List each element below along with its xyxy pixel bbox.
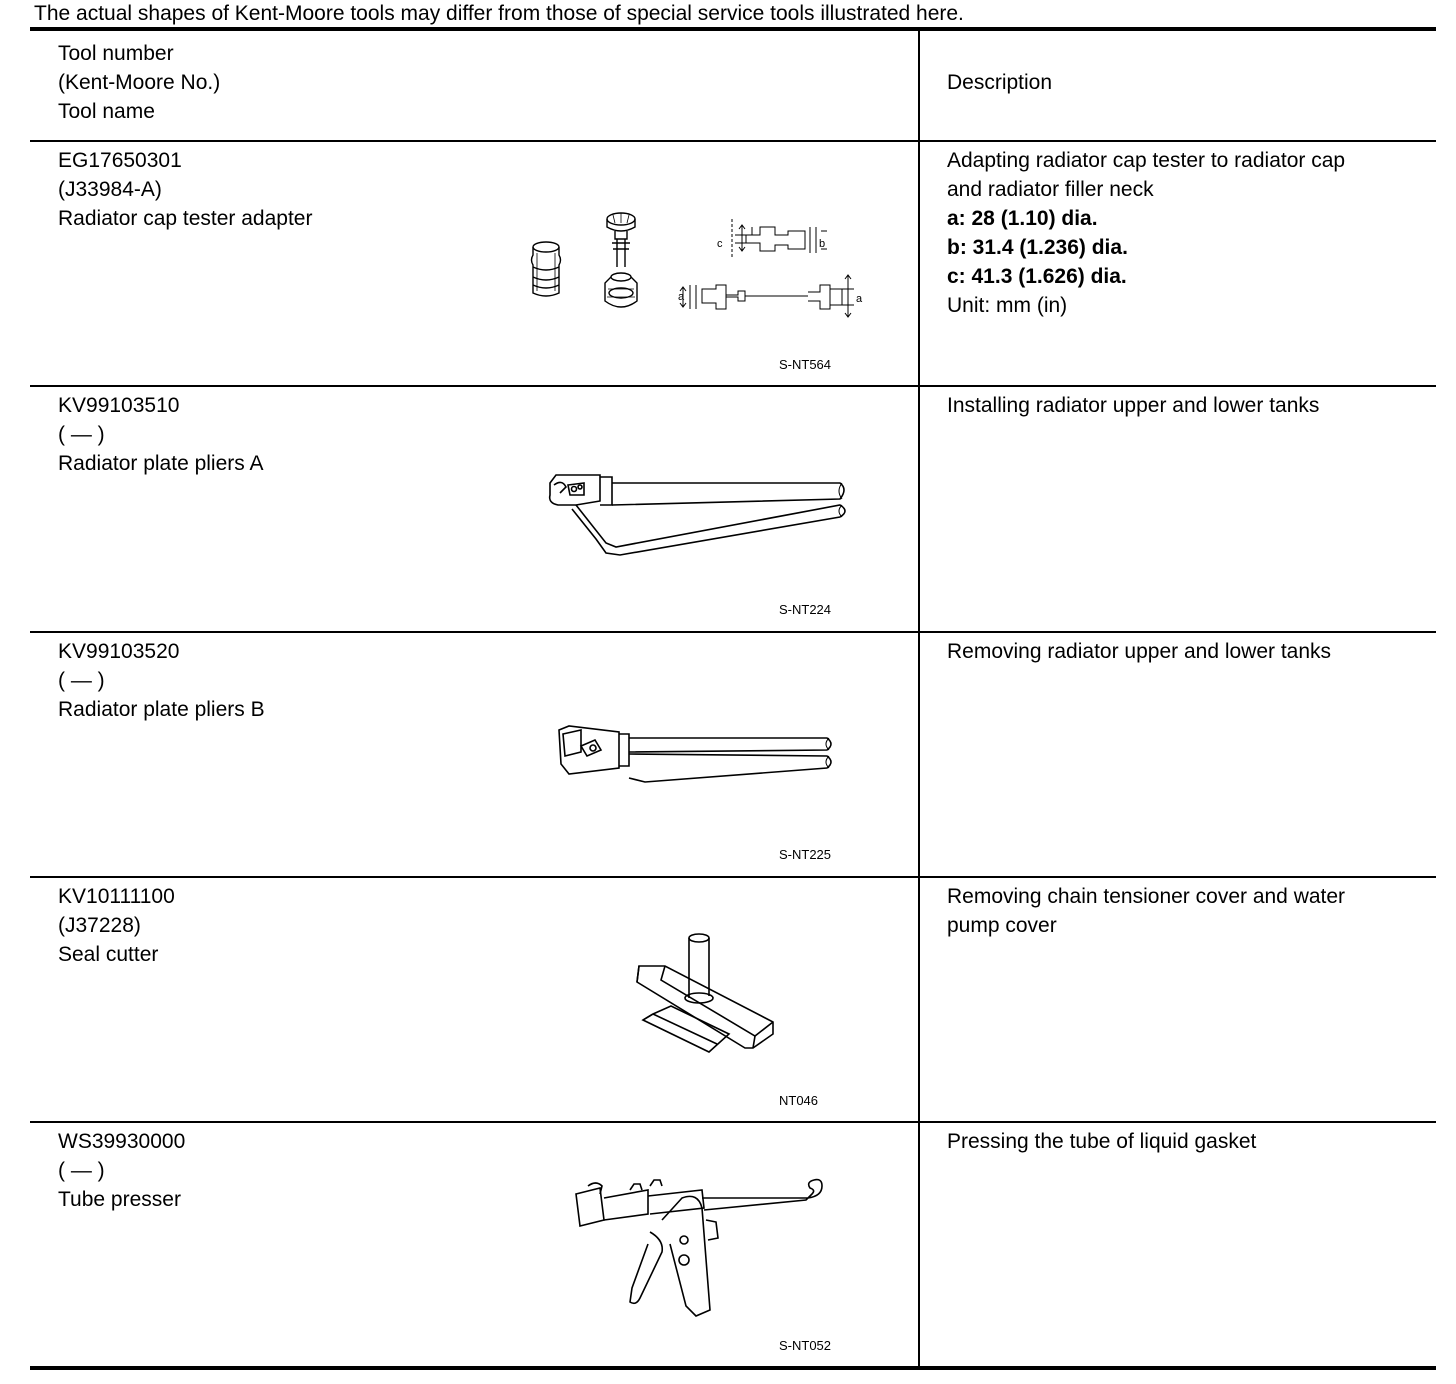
image-code: S-NT225 <box>779 847 832 862</box>
tool-name: Radiator plate pliers A <box>58 452 264 475</box>
row-divider <box>30 631 1436 633</box>
description-line: and radiator filler neck <box>947 178 1154 201</box>
image-code: S-NT224 <box>779 602 832 617</box>
radiator-plate-pliers-a-illustration <box>540 465 860 565</box>
radiator-plate-pliers-b-illustration <box>555 720 845 790</box>
radiator-cap-tester-adapter-illustration <box>520 205 870 325</box>
tool-number: KV99103520 <box>58 640 180 663</box>
cap-piece-drawing <box>605 213 637 307</box>
tool-number: KV10111100 <box>58 885 175 908</box>
header-kent-moore: (Kent-Moore No.) <box>58 71 221 94</box>
table-row-3-description <box>947 637 1427 666</box>
header-tool-name: Tool name <box>58 100 155 123</box>
row-divider <box>30 876 1436 878</box>
tool-name: Radiator plate pliers B <box>58 698 265 721</box>
table-row-4-description <box>947 882 1427 940</box>
kent-moore-number: (J37228) <box>58 914 141 937</box>
description-line: Adapting radiator cap tester to radiator cap <box>947 149 1346 172</box>
dimension-drawing-top <box>732 219 827 259</box>
spec-line-a: a: 28 (1.10) dia. <box>947 207 1098 230</box>
dim-label-a-left: a <box>678 291 685 303</box>
table-row-5-tool <box>58 1127 185 1214</box>
tool-name: Seal cutter <box>58 943 159 966</box>
table-row-1-description <box>947 146 1427 320</box>
description-line: Removing chain tensioner cover and water <box>947 885 1346 908</box>
tool-name: Radiator cap tester adapter <box>58 207 313 230</box>
header-tool-number: Tool number <box>58 42 174 65</box>
description-line: Removing radiator upper and lower tanks <box>947 640 1332 663</box>
dimension-drawing-bottom <box>680 275 854 317</box>
tube-presser-illustration <box>570 1180 830 1320</box>
dim-label-a-right: a <box>856 293 863 305</box>
spec-line-c: c: 41.3 (1.626) dia. <box>947 265 1127 288</box>
tool-name: Tube presser <box>58 1188 181 1211</box>
header-tool-column <box>58 39 220 126</box>
description-line: Pressing the tube of liquid gasket <box>947 1130 1257 1153</box>
table-row-2-tool <box>58 391 263 478</box>
row-divider <box>30 1121 1436 1123</box>
column-divider <box>918 28 920 1368</box>
kent-moore-number: (J33984-A) <box>58 178 162 201</box>
image-code: S-NT052 <box>779 1338 832 1353</box>
adapter-body-drawing <box>532 242 561 296</box>
description-line: Installing radiator upper and lower tanks <box>947 394 1320 417</box>
table-row-5-description <box>947 1127 1427 1156</box>
table-top-rule <box>30 27 1436 31</box>
kent-moore-number: ( — ) <box>58 669 105 692</box>
header-description: Description <box>947 71 1053 94</box>
table-row-3-tool <box>58 637 265 724</box>
tool-number: KV99103510 <box>58 394 180 417</box>
image-code: NT046 <box>779 1093 819 1108</box>
table-row-4-tool <box>58 882 175 969</box>
header-bottom-rule <box>30 140 1436 142</box>
table-bottom-rule <box>30 1366 1436 1370</box>
kent-moore-number: ( — ) <box>58 1159 105 1182</box>
seal-cutter-illustration <box>625 930 780 1060</box>
dim-label-c: c <box>717 238 723 250</box>
dim-label-b: b <box>819 238 826 250</box>
page-note: The actual shapes of Kent-Moore tools may differ from those of special service tools illustrated here. <box>34 2 964 25</box>
row-divider <box>30 385 1436 387</box>
table-row-1-tool <box>58 146 312 233</box>
tool-number: WS39930000 <box>58 1130 186 1153</box>
kent-moore-number: ( — ) <box>58 423 105 446</box>
tool-number: EG17650301 <box>58 149 182 172</box>
spec-line-b: b: 31.4 (1.236) dia. <box>947 236 1128 259</box>
table-row-2-description <box>947 391 1427 420</box>
unit-line: Unit: mm (in) <box>947 294 1068 317</box>
image-code: S-NT564 <box>779 357 832 372</box>
description-line: pump cover <box>947 914 1057 937</box>
